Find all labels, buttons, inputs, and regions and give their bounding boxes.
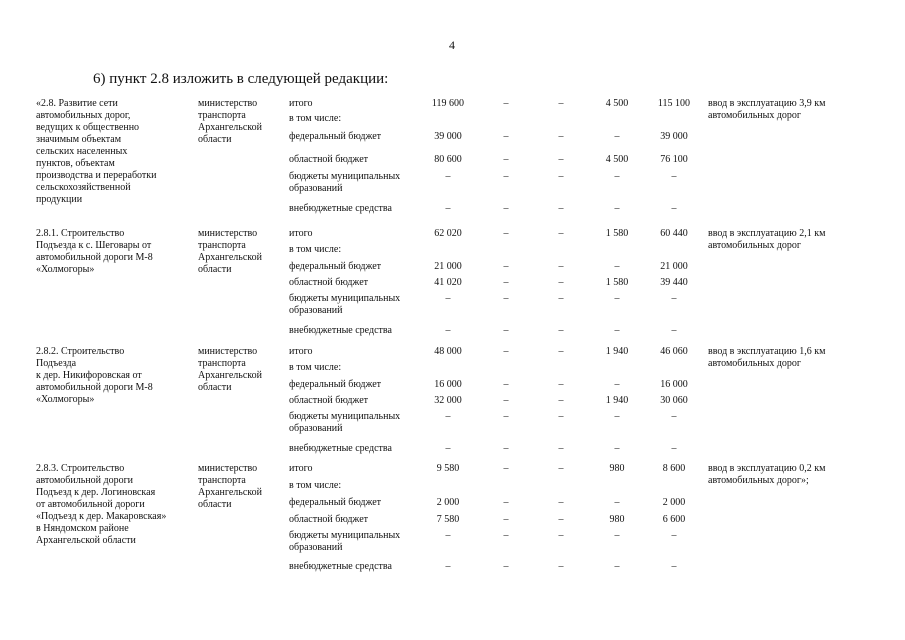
cell: – xyxy=(558,277,564,288)
source-municipal: бюджеты муниципальных образований xyxy=(289,411,401,434)
cell: 39 000 xyxy=(434,131,462,142)
source-including: в том числе: xyxy=(289,362,342,373)
cell: – xyxy=(503,411,509,422)
expected-result: ввод в эксплуатацию 1,6 км автомобильных дорог xyxy=(708,346,826,369)
cell: – xyxy=(558,463,564,474)
cell: – xyxy=(503,98,509,109)
source-total: итого xyxy=(289,346,313,357)
source-extrabudget: внебюджетные средства xyxy=(289,561,392,572)
cell: 39 440 xyxy=(660,277,688,288)
source-total: итого xyxy=(289,228,313,239)
cell: – xyxy=(445,411,451,422)
cell: – xyxy=(445,293,451,304)
cell: – xyxy=(558,154,564,165)
cell: – xyxy=(558,325,564,336)
cell: – xyxy=(445,325,451,336)
cell: – xyxy=(503,293,509,304)
source-including: в том числе: xyxy=(289,480,342,491)
cell: – xyxy=(614,325,620,336)
cell: – xyxy=(503,561,509,572)
source-extrabudget: внебюджетные средства xyxy=(289,203,392,214)
cell: – xyxy=(445,561,451,572)
cell: 2 000 xyxy=(436,497,460,508)
cell: 76 100 xyxy=(660,154,688,165)
cell: – xyxy=(558,98,564,109)
cell: – xyxy=(558,228,564,239)
cell: – xyxy=(671,203,677,214)
cell: – xyxy=(558,131,564,142)
source-including: в том числе: xyxy=(289,113,342,124)
section-heading: 6) пункт 2.8 изложить в следующей редакции: xyxy=(93,71,389,87)
cell: 8 600 xyxy=(662,463,686,474)
cell: – xyxy=(614,443,620,454)
cell: – xyxy=(614,131,620,142)
cell: – xyxy=(671,171,677,182)
cell: – xyxy=(503,379,509,390)
cell: – xyxy=(558,346,564,357)
source-municipal: бюджеты муниципальных образований xyxy=(289,171,401,194)
source-federal: федеральный бюджет xyxy=(289,379,382,390)
measure-name: 2.8.1. Строительство Подъезда к с. Шеговары от автомобильной дороги М-8 «Холмогоры» xyxy=(36,228,153,275)
cell: – xyxy=(503,277,509,288)
cell: – xyxy=(614,497,620,508)
cell: – xyxy=(614,411,620,422)
cell: – xyxy=(503,228,509,239)
cell: 4 500 xyxy=(605,154,629,165)
cell: 1 940 xyxy=(605,346,629,357)
measure-name: 2.8.2. Строительство Подъезда к дер. Никифоровская от автомобильной дороги М-8 «Холмогоры» xyxy=(36,346,153,405)
cell: – xyxy=(558,411,564,422)
cell: – xyxy=(671,443,677,454)
executor: министерство транспорта Архангельской области xyxy=(198,98,262,145)
cell: 16 000 xyxy=(660,379,688,390)
cell: – xyxy=(558,395,564,406)
cell: – xyxy=(614,530,620,541)
cell: 6 600 xyxy=(662,514,686,525)
measure-name: «2.8. Развитие сети автомобильных дорог, ведущих к общественно значимым объектам сельских населенных пунктов, объектам производства и переработки сельскохозяйственной продукции xyxy=(36,98,157,205)
source-municipal: бюджеты муниципальных образований xyxy=(289,530,401,553)
source-federal: федеральный бюджет xyxy=(289,497,382,508)
cell: 21 000 xyxy=(434,261,462,272)
expected-result: ввод в эксплуатацию 0,2 км автомобильных дорог»; xyxy=(708,463,826,486)
cell: – xyxy=(445,443,451,454)
cell: 980 xyxy=(609,463,625,474)
cell: 48 000 xyxy=(434,346,462,357)
cell: – xyxy=(503,463,509,474)
cell: – xyxy=(614,203,620,214)
source-including: в том числе: xyxy=(289,244,342,255)
cell: – xyxy=(503,325,509,336)
cell: – xyxy=(503,171,509,182)
cell: – xyxy=(558,203,564,214)
cell: – xyxy=(614,261,620,272)
cell: – xyxy=(445,203,451,214)
cell: – xyxy=(671,530,677,541)
executor: министерство транспорта Архангельской области xyxy=(198,228,262,275)
source-regional: областной бюджет xyxy=(289,514,369,525)
cell: – xyxy=(558,171,564,182)
cell: – xyxy=(558,379,564,390)
cell: 1 580 xyxy=(605,228,629,239)
cell: 119 600 xyxy=(431,98,465,109)
source-regional: областной бюджет xyxy=(289,277,369,288)
source-federal: федеральный бюджет xyxy=(289,131,382,142)
cell: – xyxy=(503,530,509,541)
cell: – xyxy=(503,261,509,272)
expected-result: ввод в эксплуатацию 3,9 км автомобильных дорог xyxy=(708,98,826,121)
cell: – xyxy=(558,514,564,525)
source-extrabudget: внебюджетные средства xyxy=(289,325,392,336)
source-regional: областной бюджет xyxy=(289,154,369,165)
cell: 115 100 xyxy=(657,98,691,109)
cell: – xyxy=(445,171,451,182)
cell: – xyxy=(503,203,509,214)
cell: – xyxy=(614,171,620,182)
expected-result: ввод в эксплуатацию 2,1 км автомобильных дорог xyxy=(708,228,826,251)
cell: 39 000 xyxy=(660,131,688,142)
cell: – xyxy=(614,561,620,572)
cell: – xyxy=(558,497,564,508)
cell: 60 440 xyxy=(660,228,688,239)
cell: 46 060 xyxy=(660,346,688,357)
cell: 4 500 xyxy=(605,98,629,109)
cell: – xyxy=(558,443,564,454)
cell: 1 940 xyxy=(605,395,629,406)
cell: 7 580 xyxy=(436,514,460,525)
cell: – xyxy=(503,395,509,406)
cell: – xyxy=(558,261,564,272)
cell: 32 000 xyxy=(434,395,462,406)
cell: – xyxy=(671,411,677,422)
cell: – xyxy=(503,443,509,454)
cell: – xyxy=(671,325,677,336)
cell: 9 580 xyxy=(436,463,460,474)
source-regional: областной бюджет xyxy=(289,395,369,406)
page-number: 4 xyxy=(449,38,455,52)
cell: – xyxy=(614,293,620,304)
cell: 41 020 xyxy=(434,277,462,288)
cell: 80 600 xyxy=(434,154,462,165)
cell: – xyxy=(558,293,564,304)
cell: 21 000 xyxy=(660,261,688,272)
source-total: итого xyxy=(289,463,313,474)
executor: министерство транспорта Архангельской области xyxy=(198,463,262,510)
cell: – xyxy=(671,561,677,572)
cell: 30 060 xyxy=(660,395,688,406)
source-municipal: бюджеты муниципальных образований xyxy=(289,293,401,316)
cell: 1 580 xyxy=(605,277,629,288)
cell: – xyxy=(503,514,509,525)
cell: – xyxy=(445,530,451,541)
cell: 62 020 xyxy=(434,228,462,239)
measure-name: 2.8.3. Строительство автомобильной дороги Подъезд к дер. Логиновская от автомобильной дороги «Подъезд к дер. Макаровская» в Няндомском районе Архангельской области xyxy=(36,463,167,546)
cell: – xyxy=(503,346,509,357)
cell: – xyxy=(671,293,677,304)
cell: – xyxy=(503,497,509,508)
source-total: итого xyxy=(289,98,313,109)
executor: министерство транспорта Архангельской области xyxy=(198,346,262,393)
cell: 16 000 xyxy=(434,379,462,390)
source-federal: федеральный бюджет xyxy=(289,261,382,272)
cell: – xyxy=(503,131,509,142)
source-extrabudget: внебюджетные средства xyxy=(289,443,392,454)
cell: – xyxy=(558,561,564,572)
cell: 980 xyxy=(609,514,625,525)
cell: 2 000 xyxy=(662,497,686,508)
cell: – xyxy=(558,530,564,541)
cell: – xyxy=(614,379,620,390)
cell: – xyxy=(503,154,509,165)
